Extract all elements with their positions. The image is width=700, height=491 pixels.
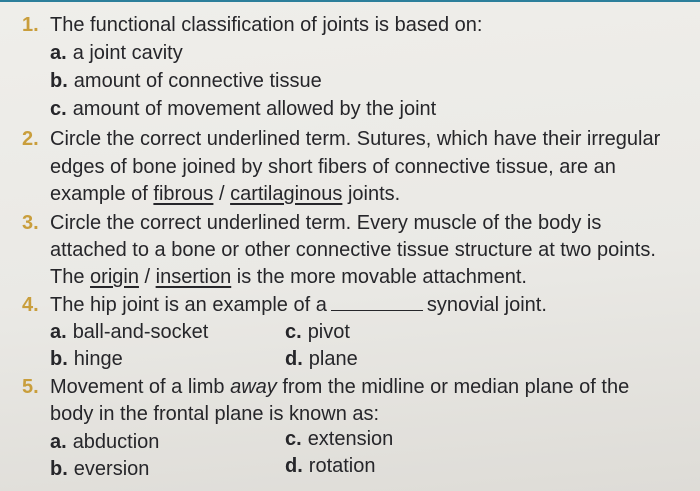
- question-4-line-1-post: synovial joint.: [426, 294, 547, 316]
- answer-blank[interactable]: [331, 292, 423, 311]
- option-text: eversion: [73, 458, 150, 480]
- option-letter: b.: [50, 70, 68, 92]
- term-separator: /: [138, 266, 156, 288]
- option-letter: d.: [285, 455, 303, 477]
- option-letter: c.: [285, 321, 302, 343]
- question-1-number: 1.: [22, 14, 39, 36]
- question-1-text: The functional classification of joints is based on:: [50, 14, 483, 36]
- option-text: rotation: [308, 455, 376, 477]
- option-text: plane: [308, 348, 358, 370]
- question-1-option-c: [50, 96, 436, 122]
- option-text: abduction: [72, 431, 160, 453]
- option-text: hinge: [73, 348, 123, 370]
- question-3-line-2: attached to a bone or other connective tissue structure at two points.: [50, 239, 656, 261]
- option-text: amount of movement allowed by the joint: [72, 98, 437, 120]
- option-text: amount of connective tissue: [73, 70, 322, 92]
- emphasis-away: away: [230, 376, 277, 398]
- question-5-option-b: [50, 456, 149, 482]
- option-text: extension: [307, 428, 394, 450]
- term-insertion[interactable]: insertion: [155, 266, 232, 288]
- top-rule: [0, 0, 700, 2]
- question-1-option-b: [50, 68, 322, 94]
- question-5-line-1-pre: Movement of a limb: [50, 376, 231, 398]
- question-3-line-1: Circle the correct underlined term. Every muscle of the body is: [50, 212, 602, 234]
- question-4-line-1-pre: The hip joint is an example of a: [50, 294, 327, 316]
- question-5-line-1: [50, 374, 629, 400]
- question-3-number: 3.: [22, 212, 39, 234]
- question-5-number: 5.: [22, 376, 39, 398]
- question-2-number: 2.: [22, 128, 39, 150]
- option-letter: b.: [50, 348, 68, 370]
- question-4-option-d: [285, 346, 358, 372]
- term-cartilaginous[interactable]: cartilaginous: [230, 183, 343, 205]
- term-fibrous[interactable]: fibrous: [153, 183, 214, 205]
- question-5-line-2: body in the frontal plane is known as:: [50, 403, 380, 425]
- question-5-option-c: [285, 426, 393, 452]
- term-origin[interactable]: origin: [90, 266, 139, 288]
- question-4-option-a: [50, 319, 208, 345]
- option-letter: a.: [50, 42, 67, 64]
- question-4-line-1: [50, 292, 547, 318]
- question-3-line-3-pre: The: [50, 266, 91, 288]
- option-text: pivot: [307, 321, 350, 343]
- option-text: a joint cavity: [72, 42, 183, 64]
- option-letter: c.: [285, 428, 302, 450]
- question-4-option-b: [50, 346, 123, 372]
- question-3-line-3-post: is the more movable attachment.: [231, 266, 527, 288]
- question-2-line-3-pre: example of: [50, 183, 154, 205]
- question-2-line-3-post: joints.: [342, 183, 401, 205]
- question-3-line-3: [50, 264, 527, 290]
- question-5-line-1-post: from the midline or median plane of the: [276, 376, 630, 398]
- question-5-option-d: [285, 453, 376, 479]
- question-1-option-a: [50, 40, 183, 66]
- option-letter: c.: [50, 98, 67, 120]
- term-separator: /: [213, 183, 231, 205]
- question-2-line-1: Circle the correct underlined term. Sutures, which have their irregular: [50, 128, 661, 150]
- question-2-line-3: [50, 181, 400, 207]
- option-text: ball-and-socket: [72, 321, 209, 343]
- option-letter: a.: [50, 431, 67, 453]
- option-letter: a.: [50, 321, 67, 343]
- question-5-option-a: [50, 429, 159, 455]
- question-4-option-c: [285, 319, 350, 345]
- question-2-line-2: edges of bone joined by short fibers of connective tissue, are an: [50, 156, 616, 178]
- option-letter: d.: [285, 348, 303, 370]
- option-letter: b.: [50, 458, 68, 480]
- question-4-number: 4.: [22, 294, 39, 316]
